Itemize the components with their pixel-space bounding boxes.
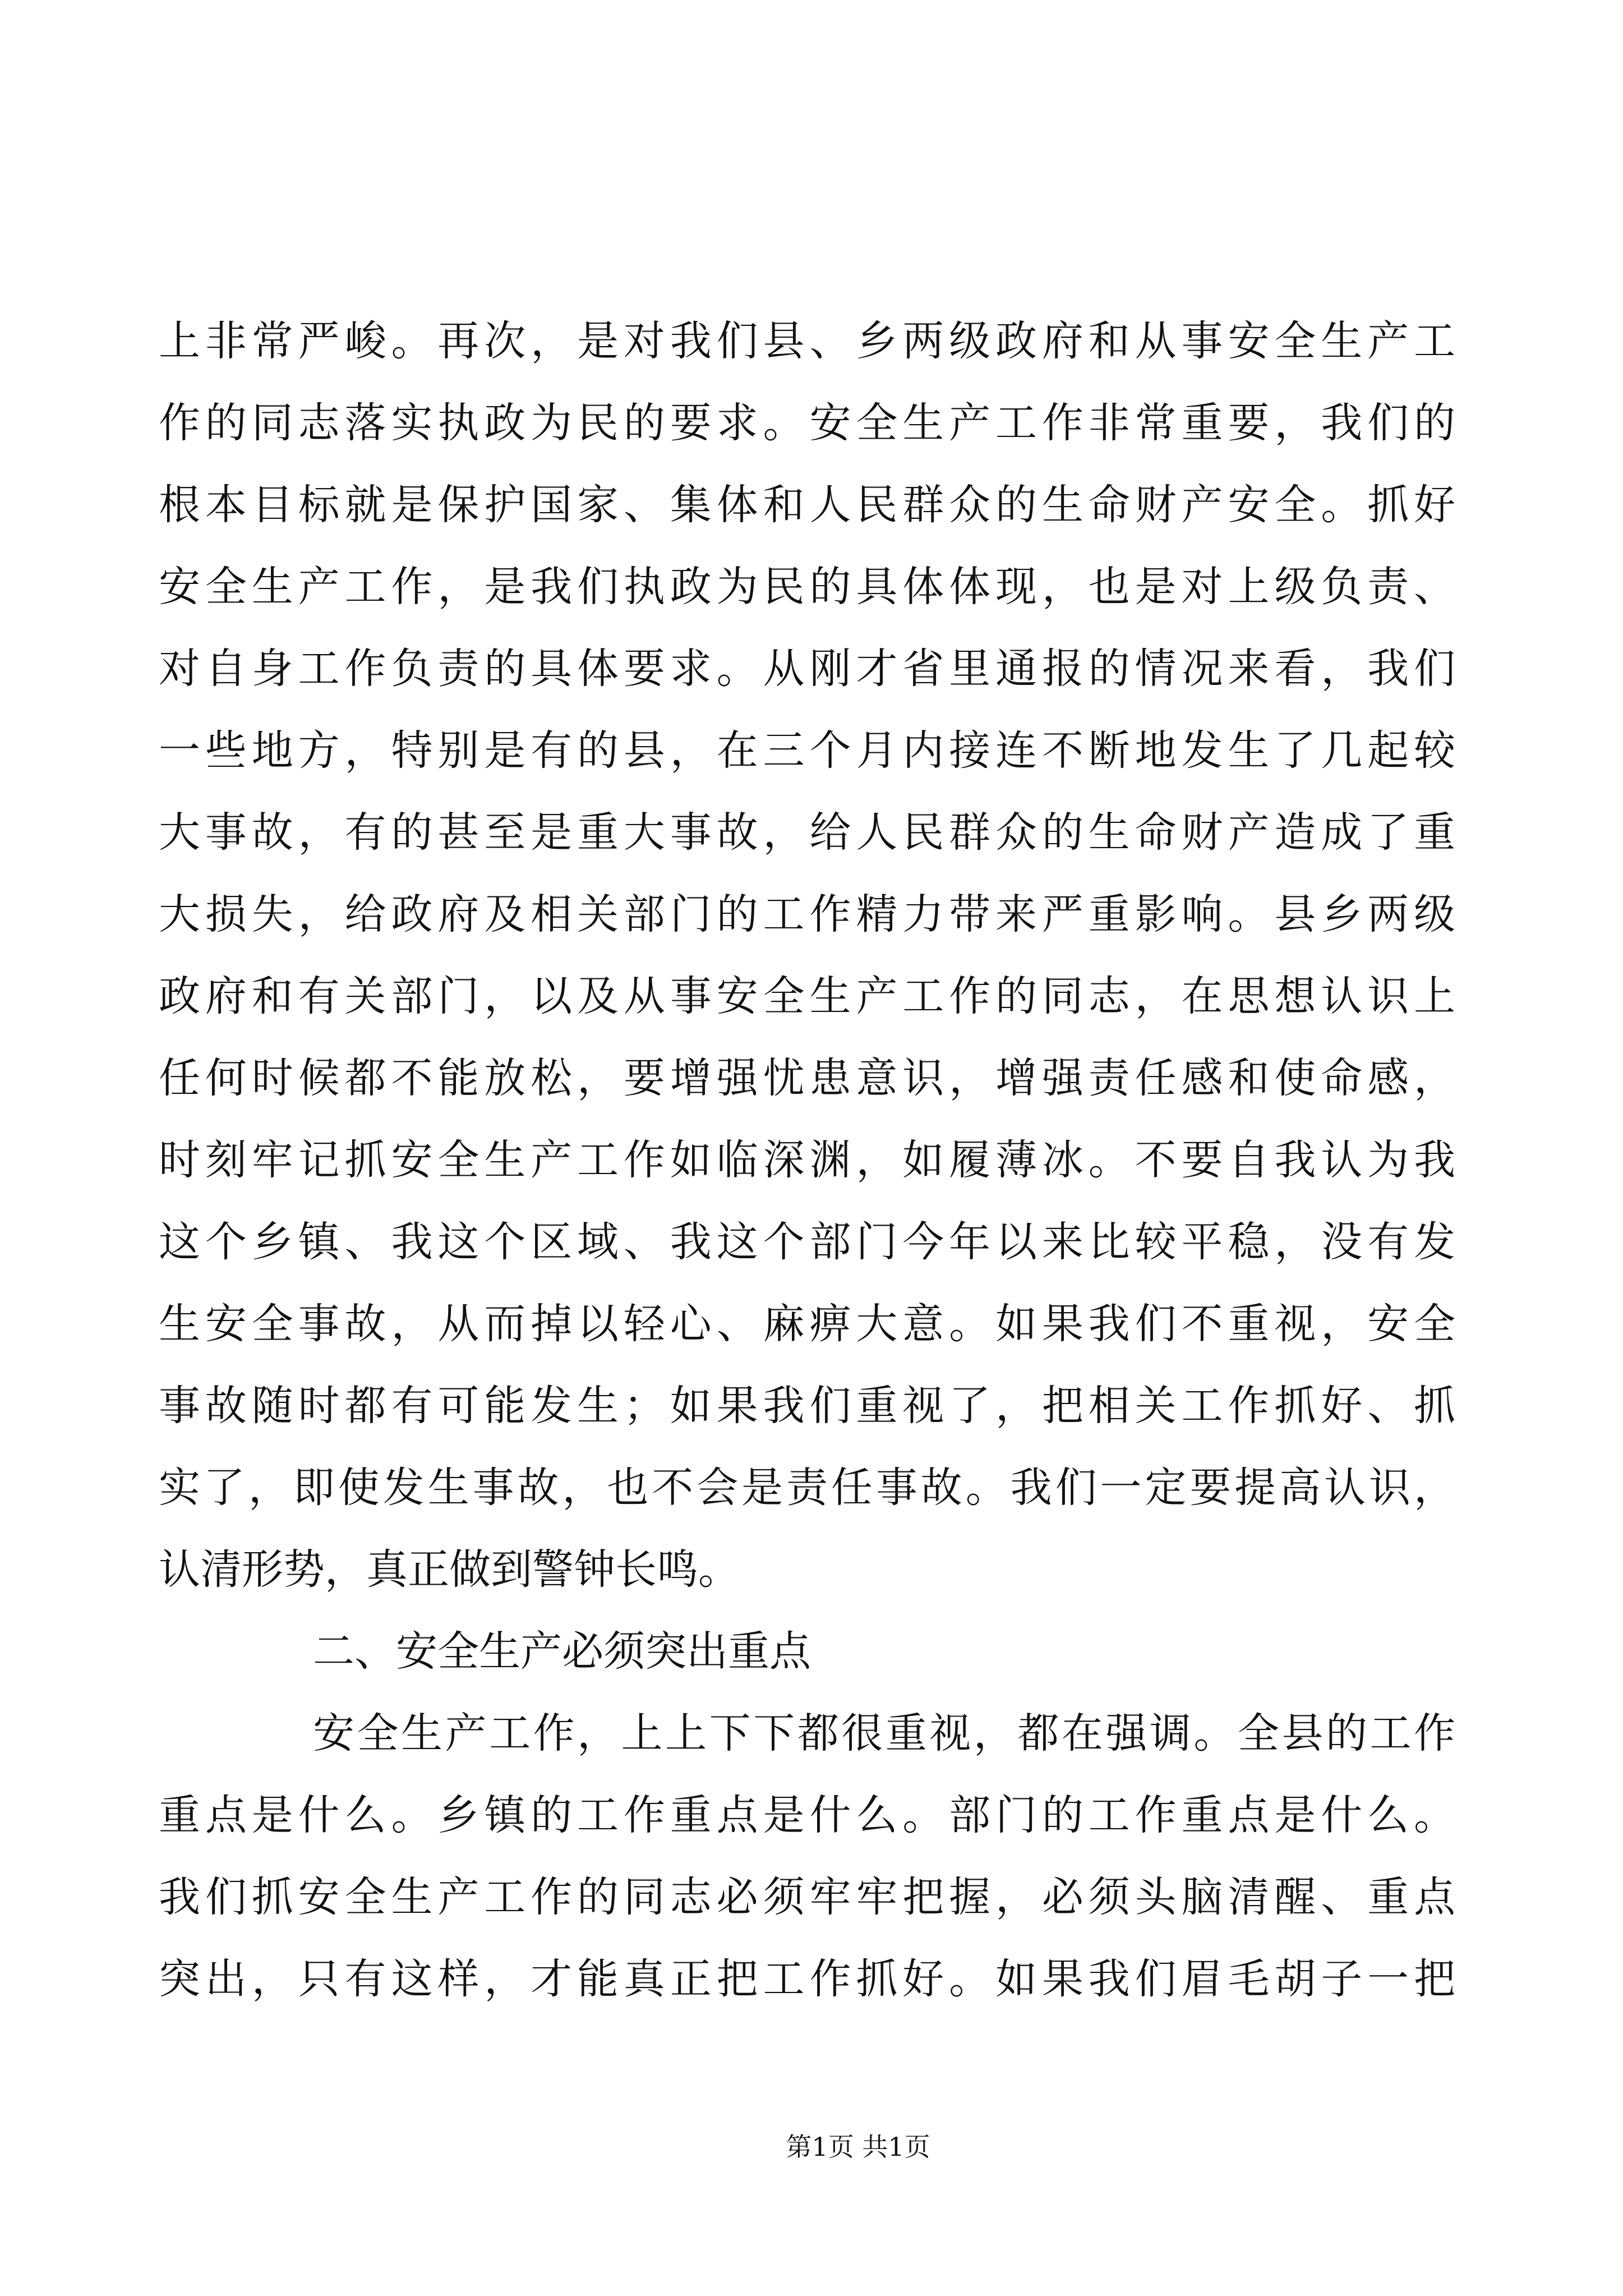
text-line: 大损失，给政府及相关部门的工作精力带来严重影响。县乡两级 [159,890,1455,938]
text-line: 时刻牢记抓安全生产工作如临深渊，如履薄冰。不要自我认为我 [159,1136,1455,1184]
text-line: 大事故，有的甚至是重大事故，给人民群众的生命财产造成了重 [159,808,1455,857]
page-number-footer: 第1页 共1页 [786,2132,930,2162]
text-line: 这个乡镇、我这个区域、我这个部门今年以来比较平稳，没有发 [159,1218,1455,1266]
text-line: 我们抓安全生产工作的同志必须牢牢把握，必须头脑清醒、重点 [159,1873,1455,1921]
text-line: 生安全事故，从而掉以轻心、麻痹大意。如果我们不重视，安全 [159,1300,1455,1348]
paragraph [159,1692,1455,2020]
text-line: 实了，即使发生事故，也不会是责任事故。我们一定要提高认识， [159,1464,1455,1512]
section-heading: 二、安全生产必须突出重点 [313,1627,811,1676]
text-line: 重点是什么。乡镇的工作重点是什么。部门的工作重点是什么。 [159,1791,1455,1839]
text-line: 上非常严峻。再次，是对我们县、乡两级政府和从事安全生产工 [159,317,1455,365]
text-line: 认清形势，真正做到警钟长鸣。 [159,1545,740,1594]
text-line: 一些地方，特别是有的县，在三个月内接连不断地发生了几起较 [159,726,1455,775]
text-line: 安全生产工作，是我们执政为民的具体体现，也是对上级负责、 [159,563,1455,611]
text-line: 根本目标就是保护国家、集体和人民群众的生命财产安全。抓好 [159,481,1455,529]
text-line: 对自身工作负责的具体要求。从刚才省里通报的情况来看，我们 [159,645,1455,693]
paragraph [159,300,1455,1611]
text-line: 突出，只有这样，才能真正把工作抓好。如果我们眉毛胡子一把 [159,1955,1455,2003]
text-line: 事故随时都有可能发生；如果我们重视了，把相关工作抓好、抓 [159,1382,1455,1430]
text-line: 任何时候都不能放松，要增强忧患意识，增强责任感和使命感， [159,1054,1455,1102]
body-text [159,300,1455,2020]
text-line: 安全生产工作，上上下下都很重视，都在强调。全县的工作 [313,1709,1455,1757]
text-line: 作的同志落实执政为民的要求。安全生产工作非常重要，我们的 [159,399,1455,447]
text-line: 政府和有关部门，以及从事安全生产工作的同志，在思想认识上 [159,972,1455,1020]
